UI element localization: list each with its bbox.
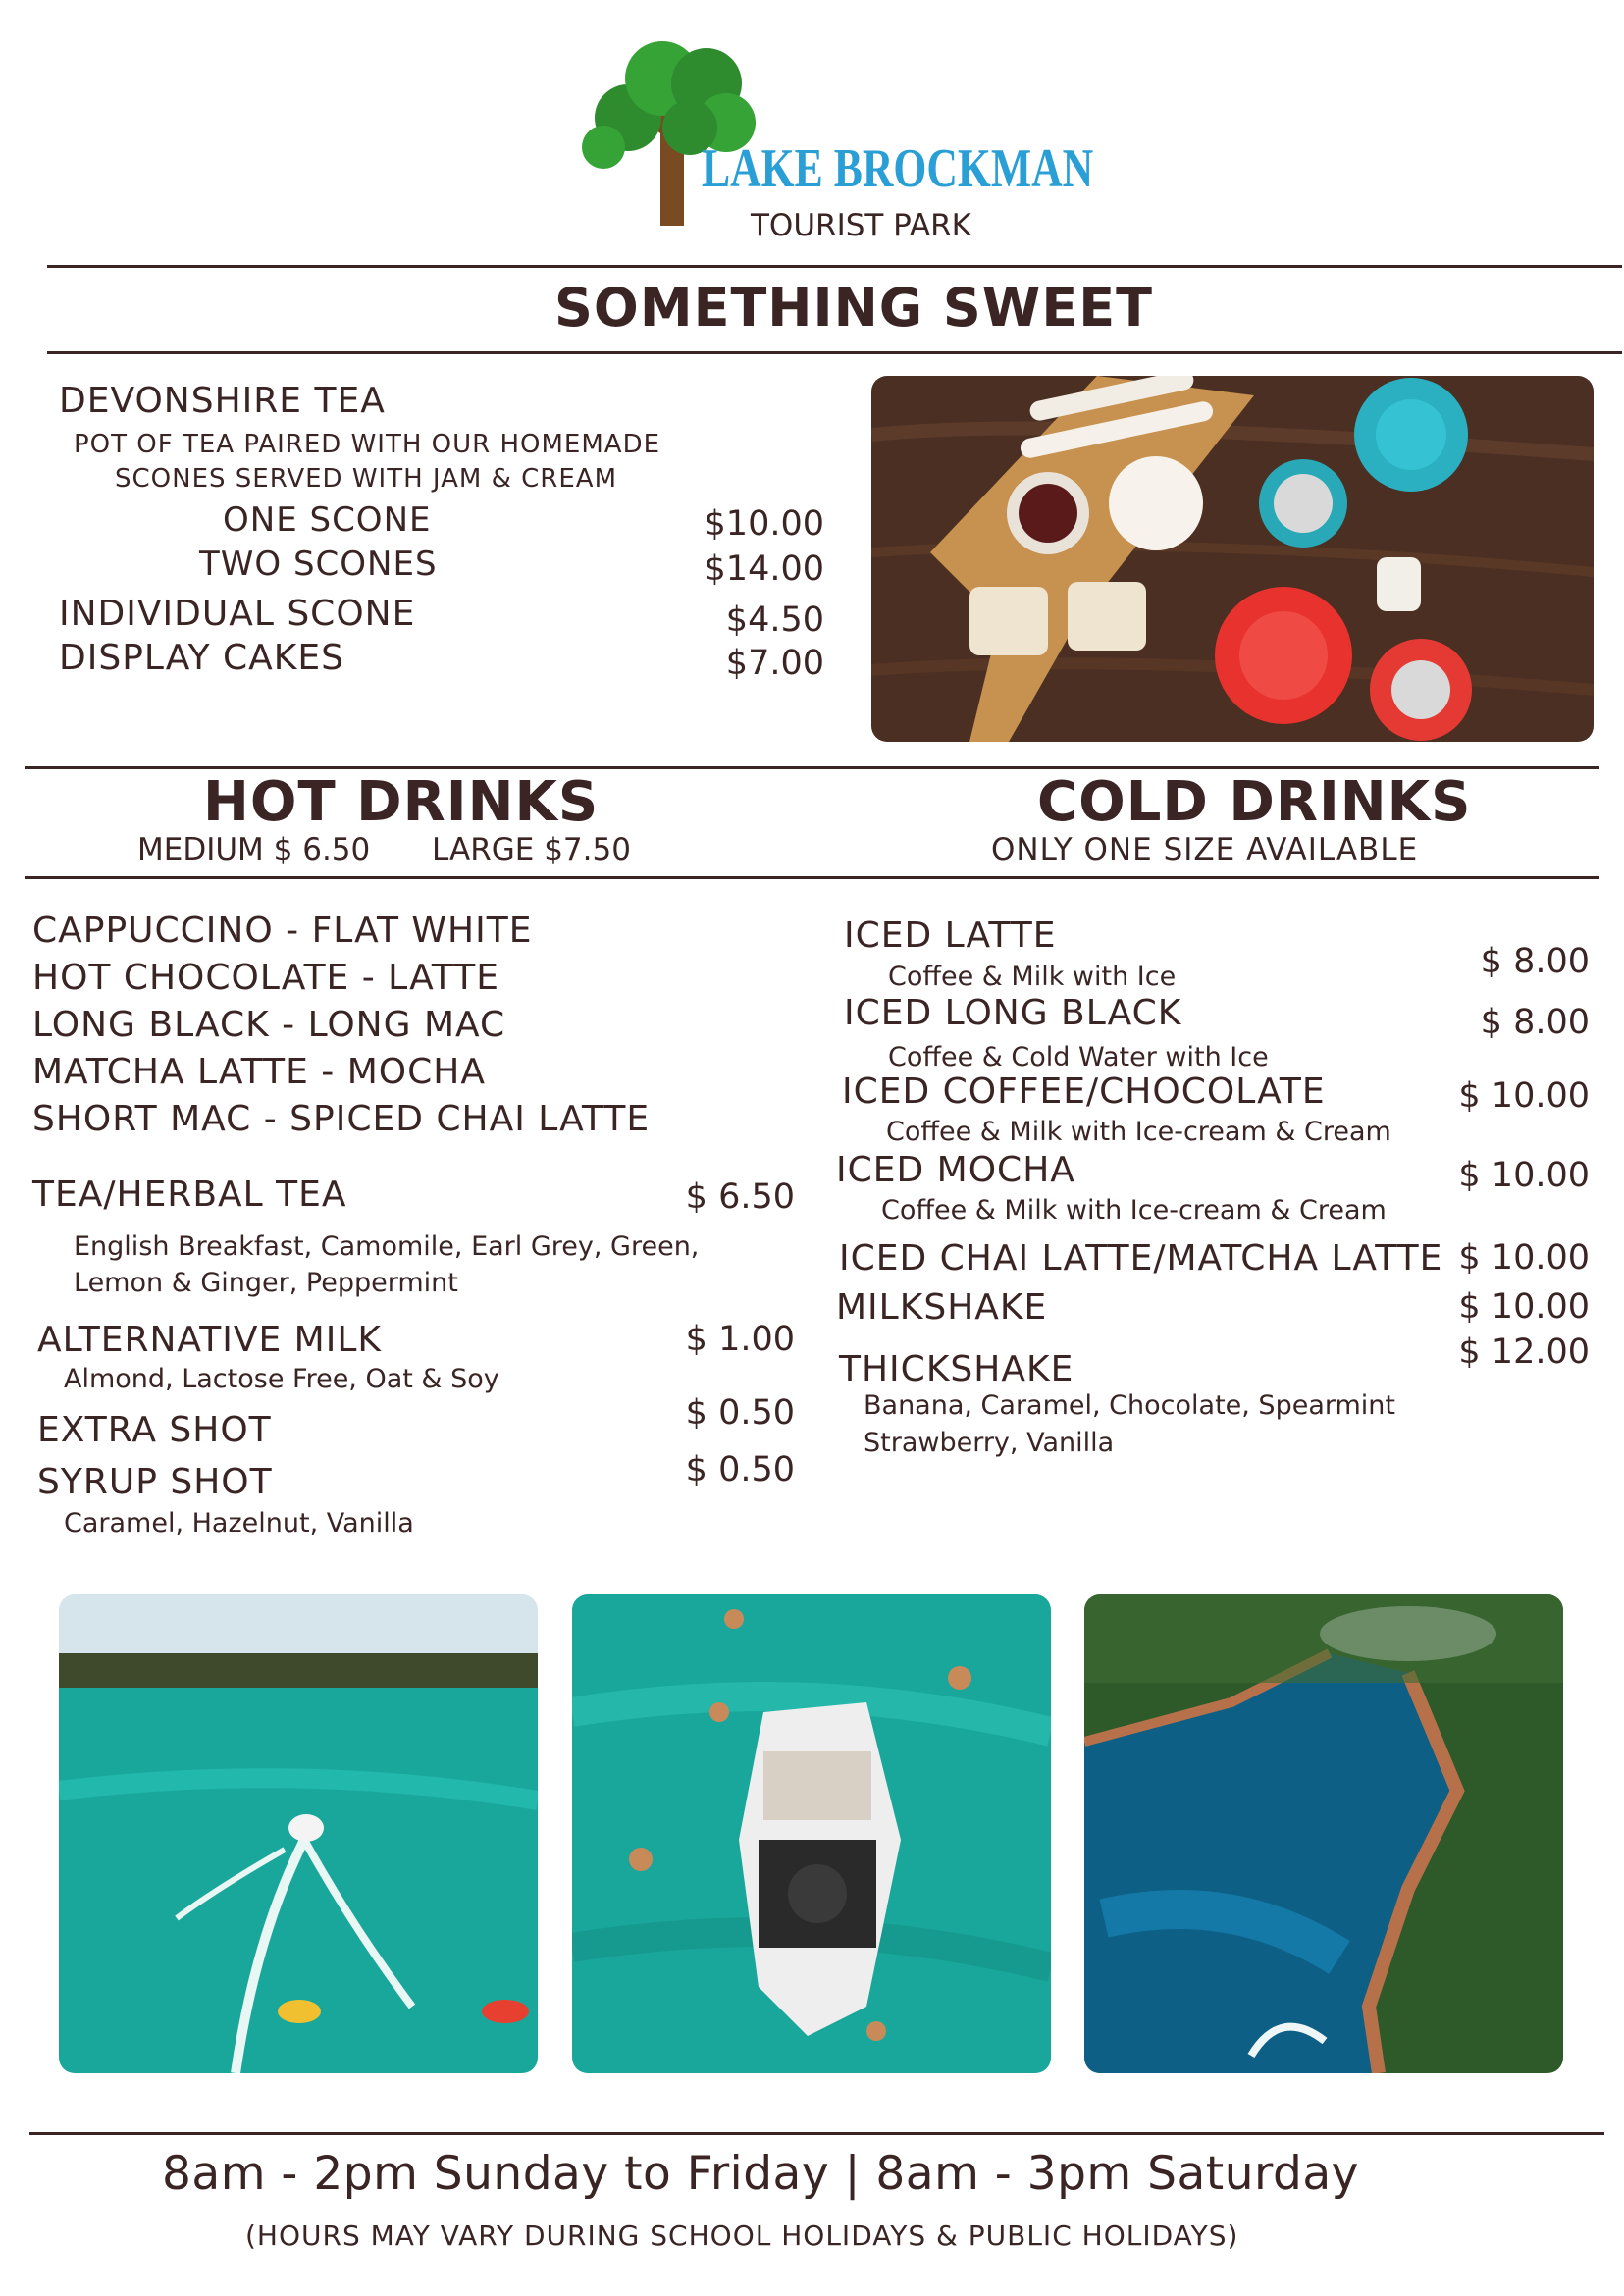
list-item: MATCHA LATTE - MOCHA (32, 1052, 486, 1092)
tea-price: $ 6.50 (685, 1177, 795, 1217)
individual-scone-label: INDIVIDUAL SCONE (59, 594, 416, 634)
iced-long-black-label: ICED LONG BLACK (844, 993, 1182, 1033)
iced-coffee-desc: Coffee & Milk with Ice-cream & Cream (886, 1117, 1391, 1147)
list-item: CAPPUCCINO - FLAT WHITE (32, 911, 533, 951)
alt-milk-label: ALTERNATIVE MILK (37, 1320, 383, 1360)
syrup-shot-label: SYRUP SHOT (37, 1462, 273, 1502)
display-cakes-price: $7.00 (725, 644, 824, 683)
thickshake-desc: Strawberry, Vanilla (864, 1428, 1115, 1458)
devonshire-title: DEVONSHIRE TEA (59, 381, 386, 421)
iced-mocha-price: $ 10.00 (1458, 1156, 1590, 1195)
opening-hours: 8am - 2pm Sunday to Friday | 8am - 3pm Saturday (162, 2147, 1359, 2201)
divider (25, 766, 1599, 769)
two-scones-price: $14.00 (704, 549, 824, 589)
extra-shot-label: EXTRA SHOT (37, 1410, 272, 1450)
section-heading-cold: COLD DRINKS (1037, 770, 1472, 834)
iced-chai-label: ICED CHAI LATTE/MATCHA LATTE (839, 1238, 1443, 1278)
list-item: HOT CHOCOLATE - LATTE (32, 958, 499, 998)
alt-milk-price: $ 1.00 (685, 1320, 795, 1359)
iced-mocha-desc: Coffee & Milk with Ice-cream & Cream (881, 1195, 1387, 1226)
iced-long-black-desc: Coffee & Cold Water with Ice (888, 1042, 1269, 1072)
logo-name: LAKE BROCKMAN (702, 138, 1094, 199)
section-heading-sweet: SOMETHING SWEET (554, 277, 1153, 339)
devonshire-desc: POT OF TEA PAIRED WITH OUR HOMEMADE (74, 430, 661, 459)
individual-scone-price: $4.50 (725, 600, 824, 640)
logo-subtitle: TOURIST PARK (751, 208, 971, 243)
syrup-desc: Caramel, Hazelnut, Vanilla (64, 1508, 414, 1539)
cold-size-note: ONLY ONE SIZE AVAILABLE (991, 832, 1419, 867)
devonshire-desc: SCONES SERVED WITH JAM & CREAM (115, 464, 618, 494)
iced-latte-label: ICED LATTE (844, 915, 1057, 956)
divider (47, 265, 1622, 268)
lake-photo-boat (572, 1594, 1051, 2073)
display-cakes-label: DISPLAY CAKES (59, 638, 345, 678)
iced-chai-price: $ 10.00 (1458, 1238, 1590, 1278)
lake-photo-aerial (1084, 1594, 1563, 2073)
section-heading-hot: HOT DRINKS (203, 770, 600, 834)
lake-photo-wakeboard (59, 1594, 538, 2073)
iced-long-black-price: $ 8.00 (1480, 1003, 1590, 1042)
logo (574, 34, 1094, 250)
tea-desc: Lemon & Ginger, Peppermint (74, 1268, 458, 1298)
alt-milk-desc: Almond, Lactose Free, Oat & Soy (64, 1364, 499, 1394)
one-scone-price: $10.00 (704, 504, 824, 544)
list-item: LONG BLACK - LONG MAC (32, 1005, 506, 1045)
hot-size-large: LARGE $7.50 (432, 832, 631, 867)
iced-latte-price: $ 8.00 (1480, 942, 1590, 981)
list-item: SHORT MAC - SPICED CHAI LATTE (32, 1099, 651, 1139)
tea-scones-photo (871, 376, 1594, 742)
iced-coffee-price: $ 10.00 (1458, 1076, 1590, 1116)
divider (47, 351, 1622, 354)
hours-note: (HOURS MAY VARY DURING SCHOOL HOLIDAYS & PUBLIC HOLIDAYS) (245, 2219, 1239, 2252)
one-scone-label: ONE SCONE (223, 500, 432, 540)
hot-size-medium: MEDIUM $ 6.50 (137, 832, 371, 867)
thickshake-label: THICKSHAKE (839, 1349, 1074, 1389)
tea-desc: English Breakfast, Camomile, Earl Grey, Green, (74, 1231, 700, 1262)
divider (25, 876, 1599, 879)
thickshake-price: $ 12.00 (1458, 1332, 1590, 1372)
thickshake-desc: Banana, Caramel, Chocolate, Spearmint (864, 1390, 1395, 1421)
tea-label: TEA/HERBAL TEA (32, 1174, 347, 1215)
milkshake-price: $ 10.00 (1458, 1287, 1590, 1327)
coffee-list (32, 911, 650, 1146)
extra-shot-price: $ 0.50 (685, 1393, 795, 1433)
iced-latte-desc: Coffee & Milk with Ice (888, 962, 1177, 992)
iced-mocha-label: ICED MOCHA (836, 1150, 1075, 1190)
iced-coffee-label: ICED COFFEE/CHOCOLATE (842, 1071, 1326, 1112)
divider (29, 2132, 1604, 2135)
tree-icon (574, 34, 770, 231)
two-scones-label: TWO SCONES (199, 545, 438, 584)
milkshake-label: MILKSHAKE (836, 1287, 1048, 1328)
syrup-shot-price: $ 0.50 (685, 1450, 795, 1489)
